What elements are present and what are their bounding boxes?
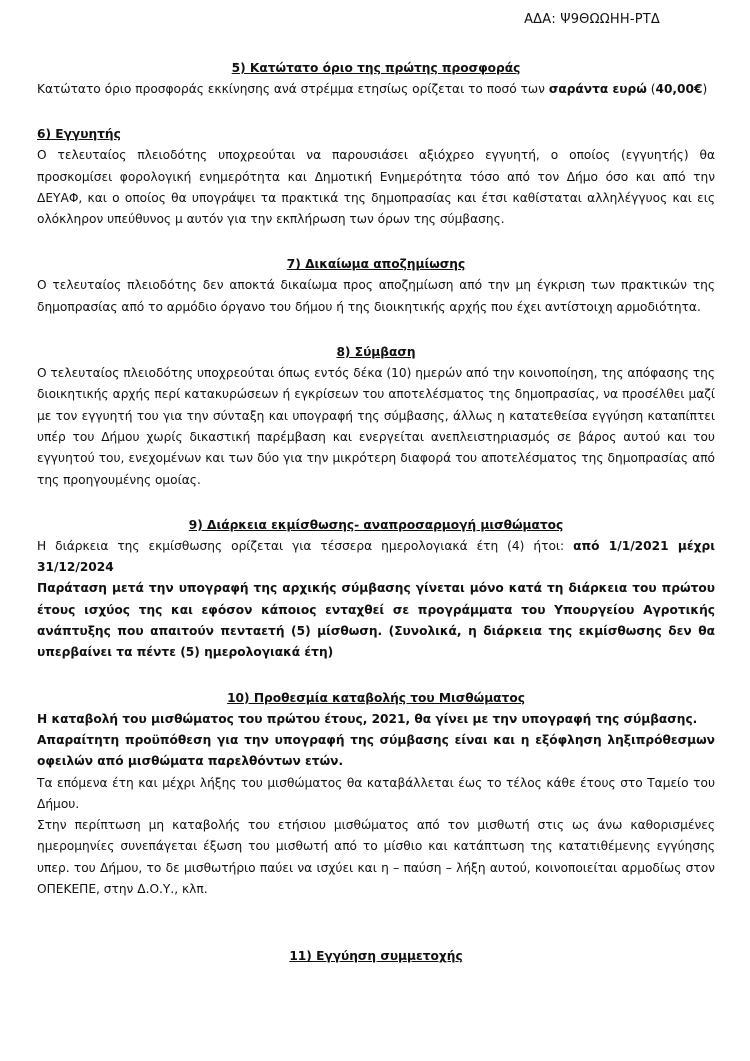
section-10-heading: 10) Προθεσμία καταβολής του Μισθώματος <box>227 690 525 705</box>
section-10-text-1: Τα επόμενα έτη και μέχρι λήξης του μισθώματος θα καταβάλλεται έως το τέλος κάθε έτους στο Ταμείο του Δήμου. <box>37 775 715 811</box>
section-7-text: Ο τελευταίος πλειοδότης δεν αποκτά δικαίωμα προς αποζημίωση από την μη έγκριση των πρακτικών της δημοπρασίας από το αρμόδιο όργανο του δήμου ή της διοικητικής αρχής που έχει αντίστοιχη αρμοδιότητα. <box>37 278 715 314</box>
section-5-text-c: ) <box>702 82 708 96</box>
document-body <box>37 57 715 967</box>
section-5-heading: 5) Κατώτατο όριο της πρώτης προσφοράς <box>231 61 521 75</box>
section-5-text-b: ( <box>646 82 656 96</box>
section-10-bold-2: Απαραίτητη προϋπόθεση για την υπογραφή της σύμβασης είναι και η εξόφληση ληξιπρόθεσμων οφειλών από μισθώματα παρελθόντων ετών. <box>37 732 715 769</box>
section-5-amount: 40,00€ <box>655 82 703 96</box>
section-9-extension: Παράταση μετά την υπογραφή της αρχικής σύμβασης γίνεται μόνο κατά τη διάρκεια του πρώτου έτους ισχύος της και εφόσον κάποιος ενταχθεί σε προγράμματα του Υπουργείου Αγροτικής ανάπτυξης που απαιτούν πενταετή (5) μίσθωση. (Συνολικά, η διάρκεια της εκμίσθωσης δεν θα υπερβαίνει τα πέντε (5) ημερολογιακά έτη) <box>37 581 715 660</box>
section-9-heading: 9) Διάρκεια εκμίσθωσης- αναπροσαρμογή μισθώματος <box>188 517 564 532</box>
section-5-text-a: Κατώτατο όριο προσφοράς εκκίνησης ανά στρέμμα ετησίως ορίζεται το ποσό των <box>37 82 549 96</box>
section-9-dates: από 1/1/2021 μέχρι 31/12/2024 <box>37 538 715 575</box>
section-8-heading: 8) Σύμβαση <box>336 345 416 360</box>
section-10-text-2: Στην περίπτωση μη καταβολής του ετήσιου μισθώματος από τον μισθωτή στις ως άνω καθορισμένες ημερομηνίες συνεπάγεται έξωση του μισθωτή από το μίσθιο και κατάπτωση της κατατιθέμενης εγγύησης υπερ. του Δήμου, το δε μισθωτήριο παύει να ισχύει και η – παύση – λήξη αυτού, κοινοποιείται αρμοδίως στον ΟΠΕΚΕΠΕ, στην Δ.Ο.Υ., κλπ. <box>37 818 715 897</box>
section-5-text-bold: σαράντα ευρώ <box>548 82 647 96</box>
section-6-text: Ο τελευταίος πλειοδότης υποχρεούται να παρουσιάσει αξιόχρεο εγγυητή, ο οποίος (εγγυητής) θα προσκομίσει φορολογική ενημερότητα και Δημοτική Ενημερότητα τόσο από τον Δήμο όσο και από την ΔΕΥΑΦ, και ο οποίος θα υπογράψει τα πρακτικά της δημοπρασίας και έτσι καθίσταται αλληλέγγυος και εις ολόκληρον υπεύθυνος μ αυτόν για την εκπλήρωση των όρων της σύμβασης. <box>37 148 715 227</box>
section-9-text-a: Η διάρκεια της εκμίσθωσης ορίζεται για τέσσερα ημερολογιακά έτη (4) ήτοι: <box>37 538 574 553</box>
section-8-text: Ο τελευταίος πλειοδότης υποχρεούται όπως εντός δέκα (10) ημερών από την κοινοποίηση, της απόφασης της διοικητικής αρχής περί κατακυρώσεων ή εγκρίσεων του αποτελέσματος της δημοπρασίας, να προσέλθει μαζί με τον εγγυητή του για την σύνταξη και υπογραφή της σύμβασης, άλλως η κατατεθείσα εγγύηση καταπίπτει υπέρ του Δήμου χωρίς δικαστική παρέμβαση και ενεργείται ανεπλειστηριασμός σε βάρος αυτού και του εγγυητού του, ενεχομένων και των δύο για την μικρότερη διαφορά του αποτελέσματος της δημοπρασίας από της προηγουμένης ομοίας. <box>37 366 715 487</box>
section-5-text <box>37 79 715 100</box>
ada-code: ΑΔΑ: Ψ9ΘΩΩΗΗ-ΡΤΔ <box>524 12 660 27</box>
section-9-text <box>37 536 715 579</box>
section-6-heading: 6) Εγγυητής <box>37 127 121 142</box>
section-7-heading: 7) Δικαίωμα αποζημίωσης <box>286 257 466 272</box>
section-10-bold-1: Η καταβολή του μισθώματος του πρώτου έτους, 2021, θα γίνει με την υπογραφή της σύμβασης. <box>37 711 698 726</box>
section-11-heading: 11) Εγγύηση συμμετοχής <box>289 949 463 964</box>
